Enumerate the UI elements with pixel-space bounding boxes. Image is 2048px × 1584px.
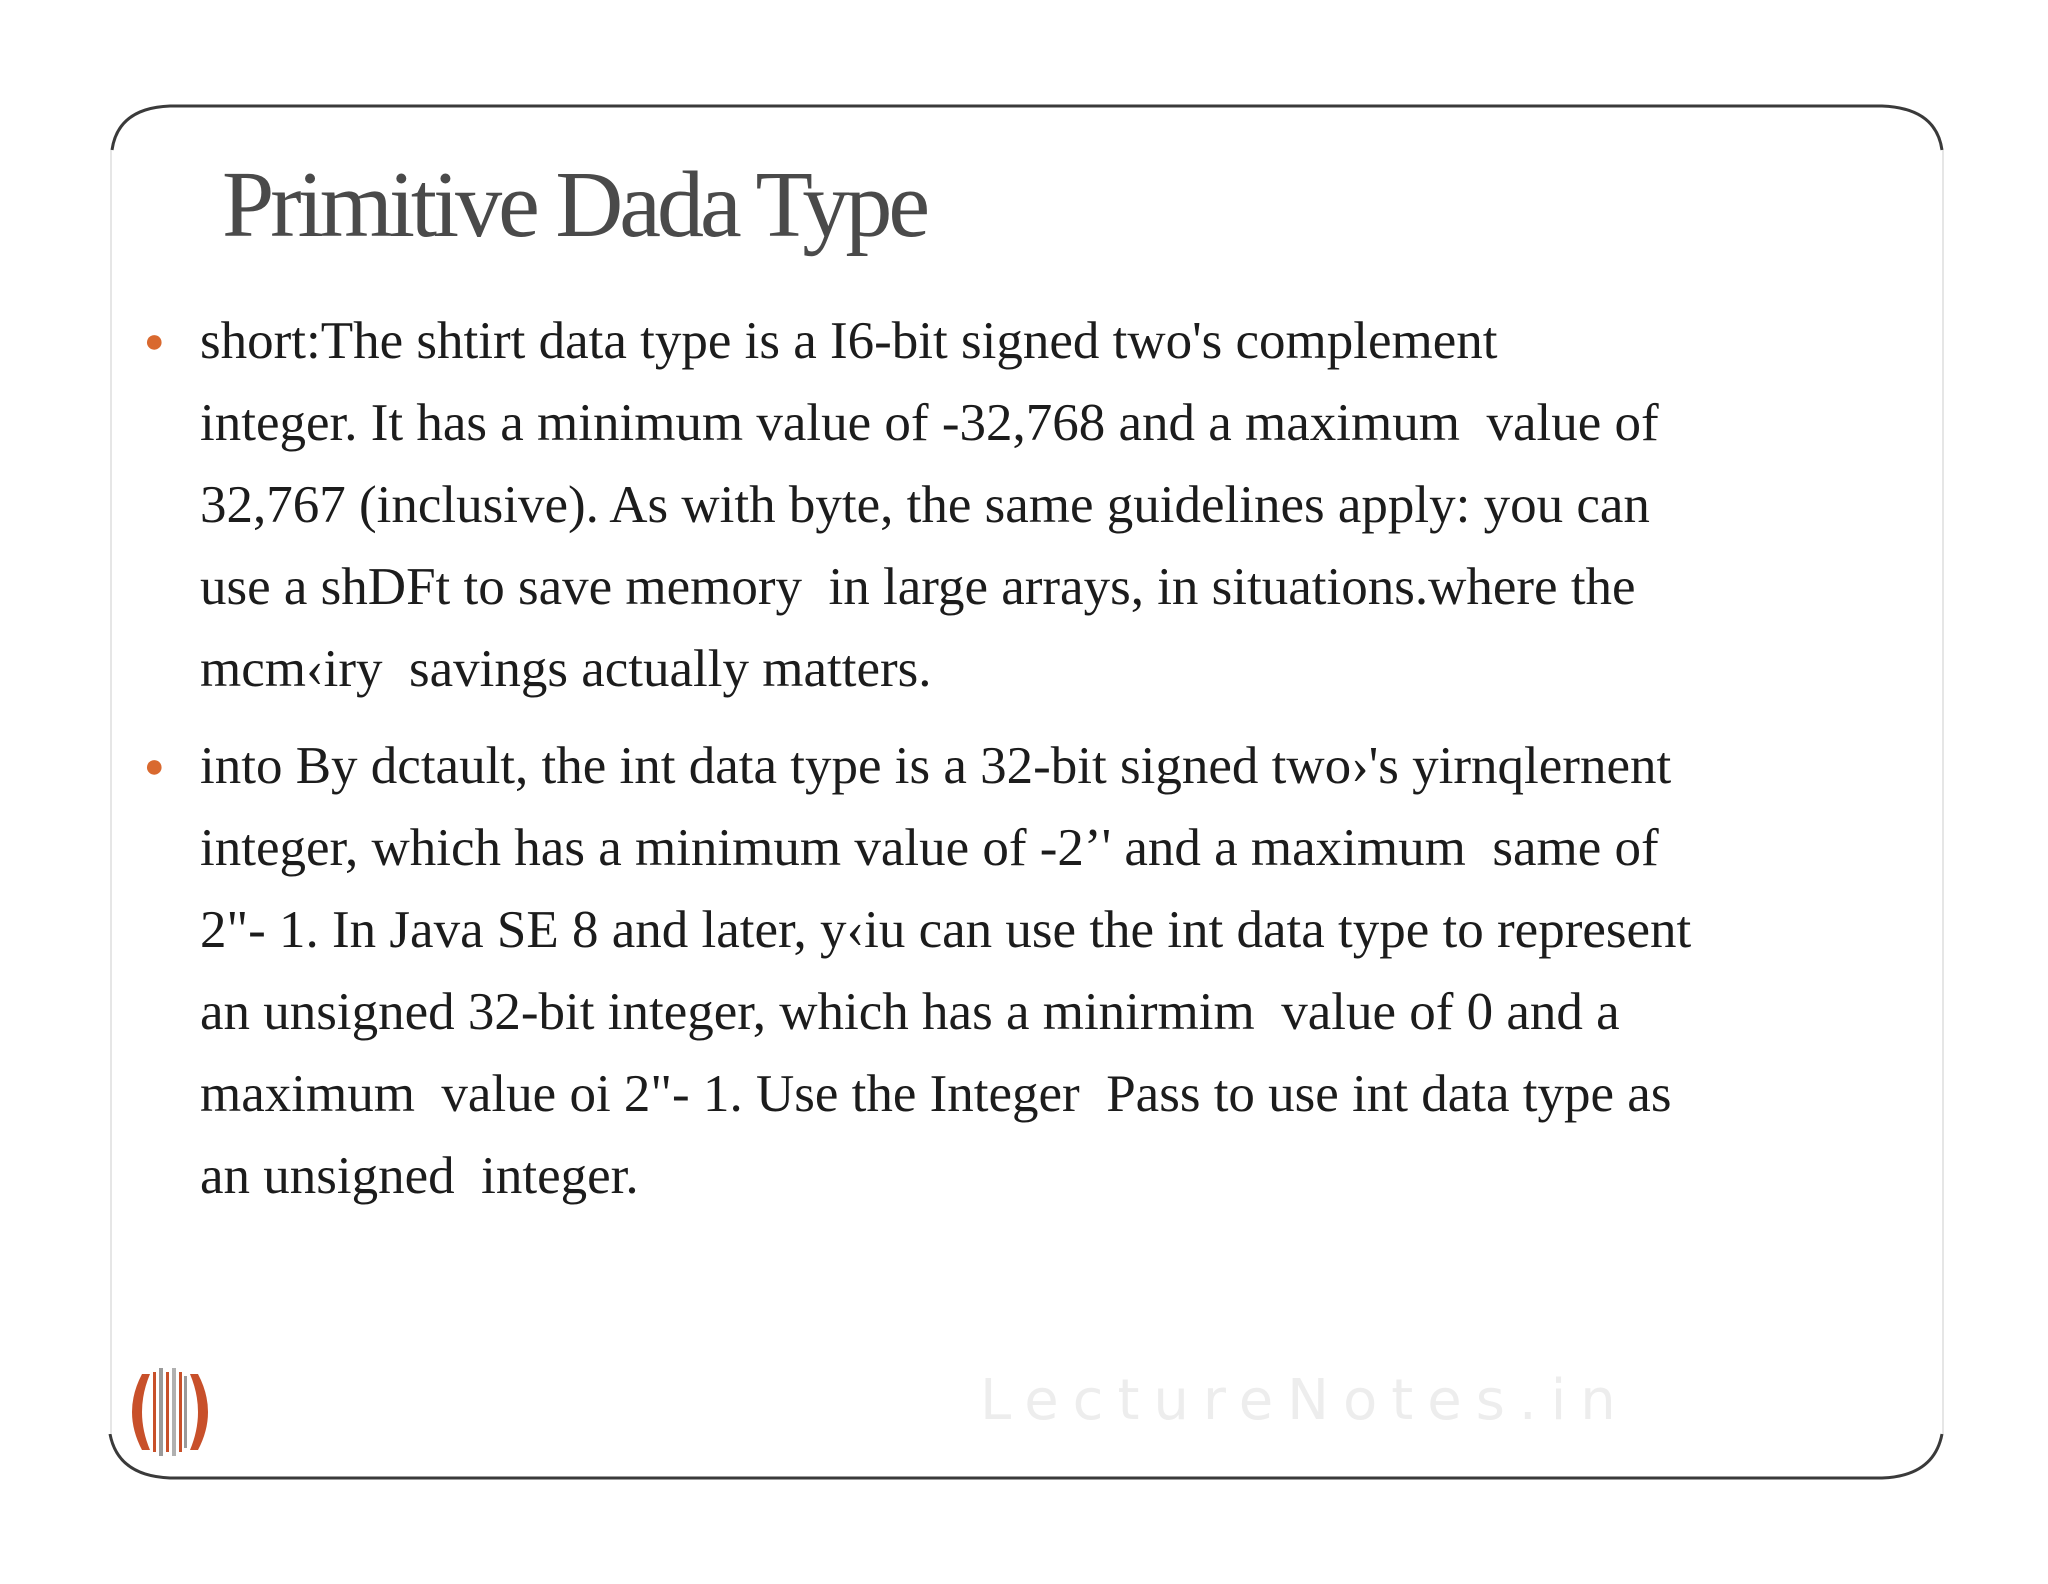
text-line: maximum value oi 2"- 1. Use the Integer Pass to use int data type as	[200, 1065, 1672, 1123]
text-line: integer, which has a minimum value of -2’' and a maximum same of	[200, 819, 1659, 877]
text-line: integer. It has a minimum value of -32,768 and a maximum value of	[200, 394, 1659, 452]
text-line: an unsigned integer.	[200, 1147, 639, 1205]
watermark: LectureNotes.in	[980, 1368, 1630, 1433]
text-line: an unsigned 32-bit integer, which has a minirmim value of 0 and a	[200, 983, 1620, 1041]
text-line: mcm‹iry savings actually matters.	[200, 640, 932, 698]
text-line: 32,767 (inclusive). As with byte, the same guidelines apply: you can	[200, 476, 1650, 534]
text-line: short:The shtirt data type is a I6-bit signed two's complement	[200, 312, 1498, 370]
bullet-dot-icon: ●	[144, 322, 165, 360]
bullet-text	[200, 725, 1920, 1217]
text-line: 2"- 1. In Java SE 8 and later, y‹iu can use the int data type to represent	[200, 901, 1692, 959]
bullet-dot-icon: ●	[144, 747, 165, 785]
text-line: use a shDFt to save memory in large arrays, in situations.where the	[200, 558, 1636, 616]
bullet-text	[200, 300, 1920, 710]
slide-title: Primitive Dada Type	[222, 153, 927, 257]
lecturenotes-logo-icon	[120, 1362, 220, 1462]
text-line: into By dctault, the int data type is a 32-bit signed two›'s yirnqlernent	[200, 737, 1672, 795]
